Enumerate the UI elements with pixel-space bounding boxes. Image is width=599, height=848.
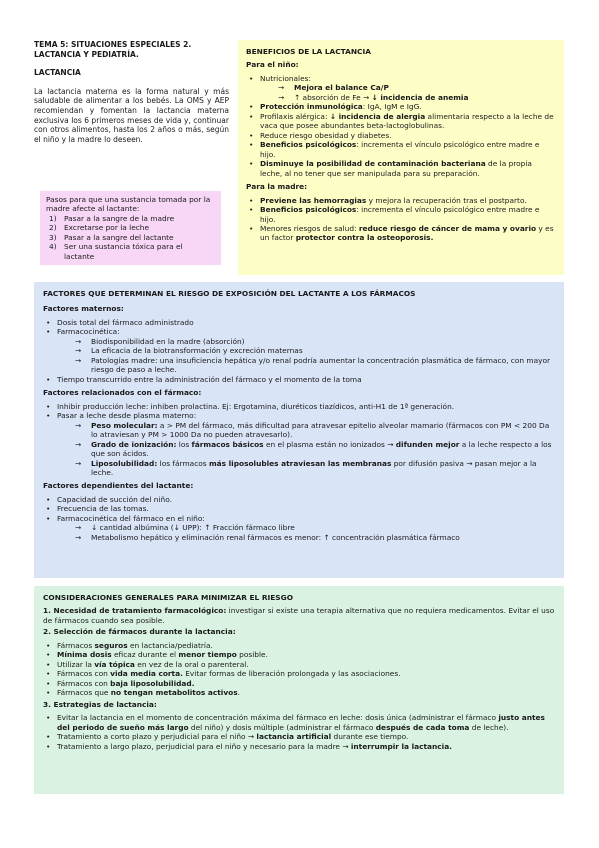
steps-title: Pasos para que una sustancia tomada por la madre afecte al lactante: <box>46 195 211 214</box>
list-item: • Farmacocinética del fármaco en el niño: → ↓ cantidad albúmina (↓ UPP): ↑ Fracción fármaco libre → Metabolismo hepático y eliminación renal fármacos es menor: ↑ concentración plasmática fármaco <box>43 514 555 542</box>
step-number: 3) <box>49 232 57 242</box>
factors-box <box>34 282 564 578</box>
step-item <box>46 214 215 223</box>
step-text: Pasar a la sangre del lactante <box>64 232 174 242</box>
list-item: • Fármacos seguros en lactancia/pediatría. <box>43 641 555 650</box>
list-item: → Peso molecular: a > PM del fármaco, más dificultad para atravesar epitelio alveolar mamario (fármacos con PM < 200 Da lo atraviesan y PM > 1000 Da no pueden atravesarlo). <box>75 421 555 440</box>
maternal-factors-list <box>43 318 555 384</box>
step-number: 1) <box>49 213 57 223</box>
list-item: • Capacidad de succión del niño. <box>43 495 555 504</box>
list-item: • Fármacos que no tengan metabolitos activos. <box>43 688 555 697</box>
list-item: • Farmacocinética: → Biodisponibilidad en la madre (absorción) → La eficacia de la biotransformación y excreción maternas → Patologías madre: una insuficiencia hepática y/o renal podría aumentar la concentración plasmática de fármaco, con mayor riesgo de paso a leche. <box>43 327 555 374</box>
list-item: → Biodisponibilidad en la madre (absorción) <box>75 337 555 346</box>
list-item: → Mejora el balance Ca/P <box>278 83 556 92</box>
step-number: 2) <box>49 223 57 233</box>
list-item: • Menores riesgos de salud: reduce riesgo de cáncer de mama y ovario y es un factor protector contra la osteoporosis. <box>246 224 556 243</box>
list-item: • Previene las hemorragias y mejora la recuperación tras el postparto. <box>246 196 556 205</box>
selection-list <box>43 641 555 698</box>
list-item <box>246 74 556 102</box>
step-number: 4) <box>49 242 57 252</box>
list-item: • Beneficios psicológicos: incrementa el vínculo psicológico entre madre e hijo. <box>246 140 556 159</box>
drug-heading: Factores relacionados con el fármaco: <box>43 388 202 398</box>
list-item: • Inhibir producción leche: inhiben prolactina. Ej: Ergotamina, diuréticos tiazídicos, anti-H1 de 1ª generación. <box>43 402 555 411</box>
benefits-title: BENEFICIOS DE LA LACTANCIA <box>246 47 371 56</box>
list-item: • Evitar la lactancia en el momento de concentración máxima del fármaco en leche: dosis única (administrar el fármaco justo antes del periodo de sueño más largo del niño) y dosis múltiple (administrar el fármaco después de cada toma de leche). <box>43 713 555 732</box>
infant-heading: Factores dependientes del lactante: <box>43 481 194 491</box>
list-item: • Fármacos con baja liposolubilidad. <box>43 679 555 688</box>
mother-heading: Para la madre: <box>246 182 308 192</box>
strategies-list <box>43 713 555 751</box>
list-item: • Fármacos con vida media corta. Evitar formas de liberación prolongada y las asociaciones. <box>43 669 555 678</box>
section-heading-lactancia: LACTANCIA <box>34 68 81 78</box>
step-item <box>46 242 215 261</box>
child-benefits-list <box>246 74 556 178</box>
list-item: → ↓ cantidad albúmina (↓ UPP): ↑ Fracción fármaco libre <box>75 523 555 532</box>
step-text: Ser una sustancia tóxica para el lactante <box>64 242 183 261</box>
steps-box <box>40 191 221 265</box>
list-item: → Metabolismo hepático y eliminación renal fármacos es menor: ↑ concentración plasmática fármaco <box>75 533 555 542</box>
list-item: • Tiempo transcurrido entre la administración del fármaco y el momento de la toma <box>43 375 555 384</box>
list-item: → Patologías madre: una insuficiencia hepática y/o renal podría aumentar la concentración plasmática de fármaco, con mayor riesgo de paso a leche. <box>75 356 555 375</box>
benefits-box <box>238 40 564 275</box>
maternal-heading: Factores maternos: <box>43 304 124 314</box>
list-item: • Utilizar la vía tópica en vez de la oral o parenteral. <box>43 660 555 669</box>
list-item: • Reduce riesgo obesidad y diabetes. <box>246 131 556 140</box>
step-item <box>46 223 215 232</box>
step-item <box>46 233 215 242</box>
list-item: • Mínima dosis eficaz durante el menor tiempo posible. <box>43 650 555 659</box>
infant-factors-list <box>43 495 555 542</box>
list-item: • Protección inmunológica: IgA, IgM e IgG. <box>246 102 556 111</box>
list-item: → Grado de ionización: los fármacos básicos en el plasma están no ionizados → difunden mejor a la leche respecto a los que son ácidos. <box>75 440 555 459</box>
list-item: • Frecuencia de las tomas. <box>43 504 555 513</box>
step-text: Pasar a la sangre de la madre <box>64 213 175 223</box>
list-item: • Dosis total del fármaco administrado <box>43 318 555 327</box>
steps-list <box>46 214 215 261</box>
section-1: 1. Necesidad de tratamiento farmacológico: investigar si existe una terapia alternativa que no requiera medicamentos. Evitar el uso de fármacos cuando sea posible. <box>43 606 555 625</box>
list-item: • Profilaxis alérgica: ↓ incidencia de alergia alimentaria respecto a la leche de vaca que posee abundantes beta-lactoglobulinas. <box>246 112 556 131</box>
list-item: • Disminuye la posibilidad de contaminación bacteriana de la propia leche, al no tener que ser manipulada para su preparación. <box>246 159 556 178</box>
nutri-label: Nutricionales: <box>260 73 311 83</box>
list-item: → La eficacia de la biotransformación y excreción maternas <box>75 346 555 355</box>
list-item: • Tratamiento a corto plazo y perjudicial para el niño → lactancia artificial durante ese tiempo. <box>43 732 555 741</box>
list-item: • Tratamiento a largo plazo, perjudicial para el niño y necesario para la madre → interrumpir la lactancia. <box>43 742 555 751</box>
intro-section <box>34 40 229 144</box>
mother-benefits-list <box>246 196 556 243</box>
page-title: TEMA 5: SITUACIONES ESPECIALES 2. LACTANCIA Y PEDIATRÍA. <box>34 40 192 59</box>
intro-paragraph: La lactancia materna es la forma natural y más saludable de alimentar a los bebés. La OMS y AEP recomiendan y fomentan la lactancia materna exclusiva los 6 primeros meses de vida y, continuar con otros alimentos, hasta los 2 años o más, según el niño y la madre lo deseen. <box>34 86 229 144</box>
section-2-heading: 2. Selección de fármacos durante la lactancia: <box>43 627 236 637</box>
list-item: • Beneficios psicológicos: incrementa el vínculo psicológico entre madre e hijo. <box>246 205 556 224</box>
list-item: → Liposolubilidad: los fármacos más liposolubles atraviesan las membranas por difusión pasiva → pasan mejor a la leche. <box>75 459 555 478</box>
section-3-heading: 3. Estrategias de lactancia: <box>43 699 157 709</box>
step-text: Excretarse por la leche <box>64 223 150 233</box>
list-item: • Pasar a leche desde plasma materno: → Peso molecular: a > PM del fármaco, más dificultad para atravesar epitelio alveolar mamario (fármacos con PM < 200 Da lo atraviesan y PM > 1000 Da no pueden atravesarlo). → Grado de ionización: los fármacos básicos en el plasma están no ionizados → difunden mejor a la leche respecto a los que son ácidos. → Liposolubilidad: los fármacos más liposolubles atraviesan las membranas por difusión pasiva → pasan mejor a la leche. <box>43 411 555 477</box>
factors-title: FACTORES QUE DETERMINAN EL RIESGO DE EXPOSICIÓN DEL LACTANTE A LOS FÁRMACOS <box>43 289 416 298</box>
list-item: → ↑ absorción de Fe → ↓ incidencia de anemia <box>278 93 556 102</box>
child-heading: Para el niño: <box>246 60 299 70</box>
considerations-title: CONSIDERACIONES GENERALES PARA MINIMIZAR EL RIESGO <box>43 593 293 602</box>
considerations-box <box>34 586 564 794</box>
drug-factors-list <box>43 402 555 478</box>
